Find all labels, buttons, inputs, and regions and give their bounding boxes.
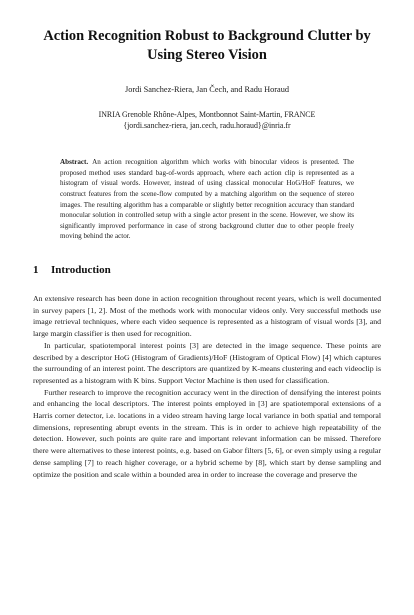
section-heading	[33, 264, 111, 276]
paragraph: Further research to improve the recognition accuracy went in the direction of densifying the interest points and enhancing the local descriptors. The interest points employed in [3] are spatiotemporal extensions of a Harris corner detector, i.e. locations in a video stream having large local variance in both spatial and temporal dimensions, representing abrupt events in the stream. This is in order to achieve high repeatability of the detection. However, such points are quite rare and important relevant information can be missed. Therefore there were alternatives to these interest points, e.g. based on Gabor filters [5, 6], or even simply using a regular dense sampling [7] to reach higher coverage, or a hybrid scheme by [8], which start by dense sampling and optimize the position and scale within a bounded area in order to increase the coverage and preserve the	[33, 387, 381, 479]
section-number: 1	[33, 264, 39, 276]
affiliation-institution: INRIA Grenoble Rhône-Alpes, Montbonnot Saint-Martin, FRANCE	[98, 110, 316, 119]
section-body	[33, 293, 381, 480]
affiliation	[30, 110, 384, 132]
paragraph: In particular, spatiotemporal interest points [3] are detected in the image sequence. These points are described by a descriptor HoG (Histogram of Gradients)/HoF (Histogram of Optical Flow) [4] which captures the surrounding of an interest point. The descriptors are quantized by K-means clustering and each videoclip is represented as a histogram with K bins. Support Vector Machine is then used for classification.	[33, 340, 381, 385]
author-list: Jordi Sanchez-Riera, Jan Čech, and Radu Horaud	[124, 85, 290, 94]
abstract-label: Abstract.	[60, 158, 89, 166]
paper-title: Action Recognition Robust to Background Clutter by Using Stereo Vision	[43, 28, 371, 63]
abstract-text: An action recognition algorithm which works with binocular videos is presented. The proposed method uses standard bag-of-words approach, where each action clip is represented as a histogram of visual words. However, instead of using classical monocular HoG/HoF features, we construct features from the scene-flow computed by a matching algorithm on the sequence of stereo images. The resulting algorithm has a comparable or slightly better recognition accuracy than standard monocular solution in controlled setup with a single actor present in the scene. However, we show its significantly improved performance in case of strong background clutter due to other people freely moving behind the actor.	[60, 158, 354, 241]
affiliation-emails: {jordi.sanchez-riera, jan.cech, radu.horaud}@inria.fr	[123, 120, 291, 130]
abstract	[60, 157, 354, 242]
section-title: Introduction	[51, 264, 111, 276]
paragraph: An extensive research has been done in action recognition throughout recent years, which is well documented in survey papers [1, 2]. Most of the methods work with monocular videos only. Very successful methods use image retrieval techniques, where each video sequence is represented as a histogram of visual words [3], and large margin classifier is then used for recognition.	[33, 294, 381, 339]
